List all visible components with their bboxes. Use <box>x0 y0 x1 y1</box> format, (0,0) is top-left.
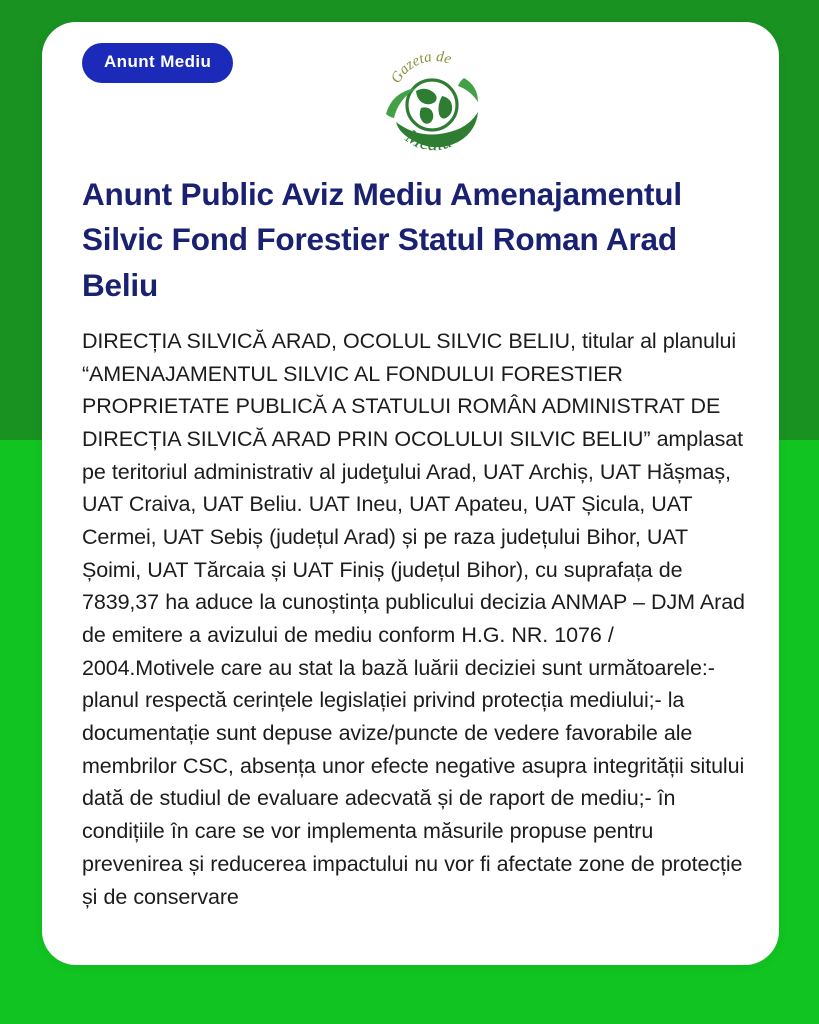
announcement-body-text: DIRECȚIA SILVICĂ ARAD, OCOLUL SILVIC BELIU, titular al planului “AMENAJAMENTUL SILVIC AL FONDULUI FORESTIER PROPRIETATE PUBLICĂ A STATULUI ROMÂN ADMINISTRAT DE DIRECȚIA SILVICĂ ARAD PRIN OCOLULUI SILVIC BELIU” amplasat pe teritoriul administrativ al judeţului Arad, UAT Archiș, UAT Hășmaș, UAT Craiva, UAT Beliu. UAT Ineu, UAT Apateu, UAT Șicula, UAT Cermei, UAT Sebiș (județul Arad) și pe raza județului Bihor, UAT Șoimi, UAT Tărcaia și UAT Finiș (județul Bihor), cu suprafața de 7839,37 ha aduce la cunoștința publicului decizia ANMAP – DJM Arad de emitere a avizului de mediu conform H.G. NR. 1076 / 2004.Motivele care au stat la bază luării deciziei sunt următoarele:- planul respectă cerințele legislației privind protecția mediului;- la documentație sunt depuse avize/puncte de vedere favorabile ale membrilor CSC, absența unor efecte negative asupra integrității sitului dată de studiul de evaluare adecvată și de raport de mediu;- în condițiile în care se vor implementa măsurile propuse pentru prevenirea și reducerea impactului nu vor fi afectate zone de protecție și de conservare <box>82 329 745 909</box>
page-title: Anunt Public Aviz Mediu Amenajamentul Silvic Fond Forestier Statul Roman Arad Beliu <box>82 176 682 303</box>
card-content <box>42 22 779 965</box>
card-header <box>82 43 745 156</box>
announcement-card <box>42 22 779 965</box>
category-badge-anunt-mediu[interactable]: Anunt Mediu <box>82 43 233 83</box>
gazeta-de-mediu-logo <box>376 48 488 158</box>
svg-text:Gazeta de: Gazeta de <box>388 48 454 87</box>
svg-text:Mediu: Mediu <box>401 125 455 156</box>
